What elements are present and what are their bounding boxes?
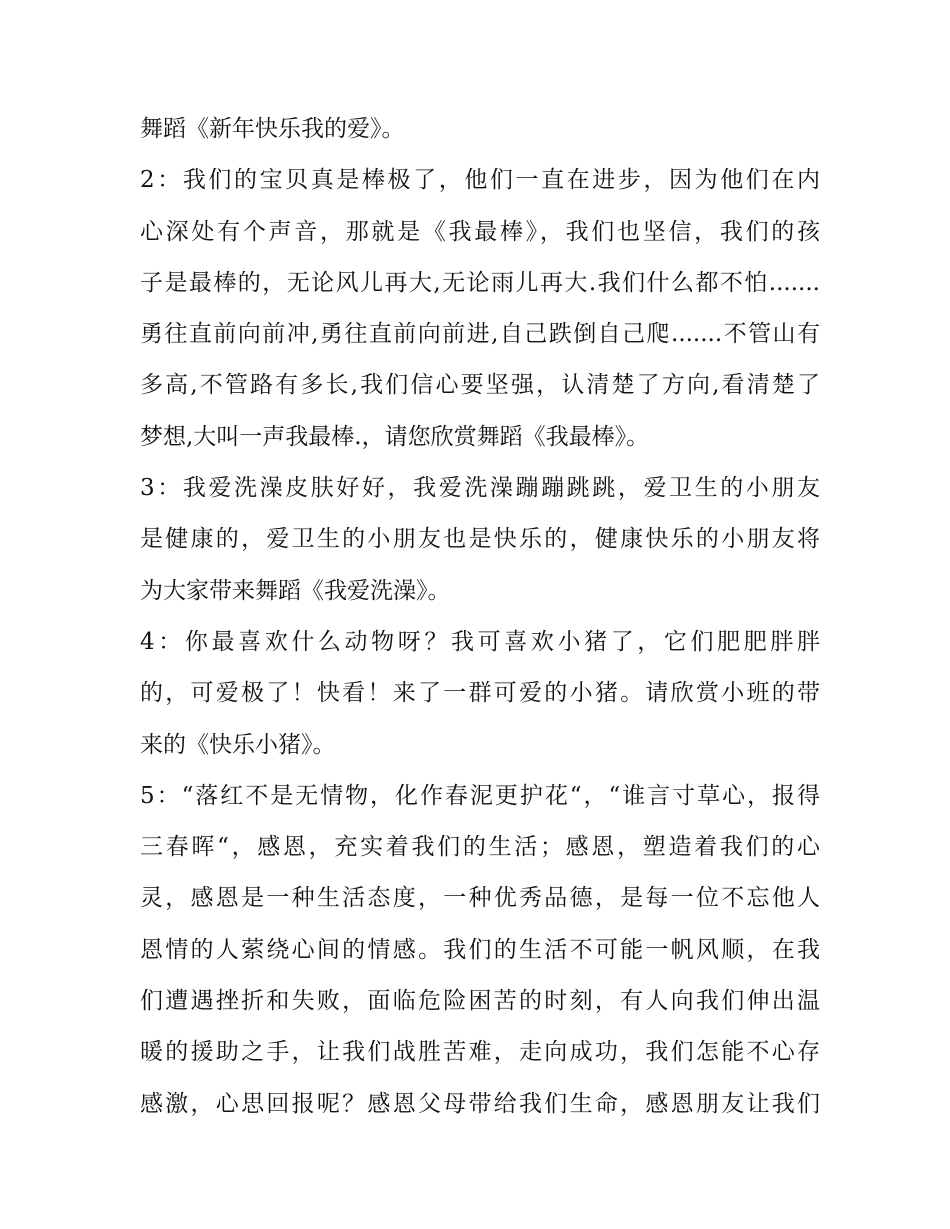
text-line: 5：“落红不是无情物，化作春泥更护花“，“谁言寸草心，报得 [140, 782, 820, 809]
text-line: 的，可爱极了！快看！来了一群可爱的小猪。请欣赏小班的带 [140, 680, 820, 707]
text-line: 心深处有个声音，那就是《我最棒》，我们也坚信，我们的孩 [140, 218, 820, 245]
text-line: 4：你最喜欢什么动物呀？我可喜欢小猪了，它们肥肥胖胖 [140, 628, 820, 655]
text-line: 恩情的人萦绕心间的情感。我们的生活不可能一帆风顺，在我 [140, 936, 820, 963]
text-line: 是健康的，爱卫生的小朋友也是快乐的，健康快乐的小朋友将 [140, 526, 820, 553]
text-line: 舞蹈《新年快乐我的爱》。 [140, 116, 405, 142]
text-line: 多高,不管路有多长,我们信心要坚强，认清楚了方向,看清楚了 [140, 372, 820, 399]
text-line: 2：我们的宝贝真是棒极了，他们一直在进步，因为他们在内 [140, 167, 820, 194]
text-line: 三春晖“，感恩，充实着我们的生活；感恩，塑造着我们的心 [140, 834, 820, 861]
text-line: 感激，心思回报呢？感恩父母带给我们生命，感恩朋友让我们 [140, 1090, 820, 1117]
text-line: 为大家带来舞蹈《我爱洗澡》。 [140, 577, 451, 604]
text-line: 勇往直前向前冲,勇往直前向前进,自己跌倒自己爬.......不管山有 [140, 321, 820, 348]
text-line: 灵，感恩是一种生活态度，一种优秀品德，是每一位不忘他人 [140, 885, 820, 912]
text-line: 子是最棒的，无论风儿再大,无论雨儿再大.我们什么都不怕....... [140, 269, 820, 296]
text-line: 梦想,大叫一声我最棒.，请您欣赏舞蹈《我最棒》。 [140, 423, 650, 450]
text-line: 3：我爱洗澡皮肤好好，我爱洗澡蹦蹦跳跳，爱卫生的小朋友 [140, 475, 820, 502]
text-line: 来的《快乐小猪》。 [140, 731, 336, 758]
document-body [140, 104, 820, 1130]
text-line: 们遭遇挫折和失败，面临危险困苦的时刻，有人向我们伸出温 [140, 988, 820, 1015]
text-line: 暖的援助之手，让我们战胜苦难，走向成功，我们怎能不心存 [140, 1039, 820, 1066]
